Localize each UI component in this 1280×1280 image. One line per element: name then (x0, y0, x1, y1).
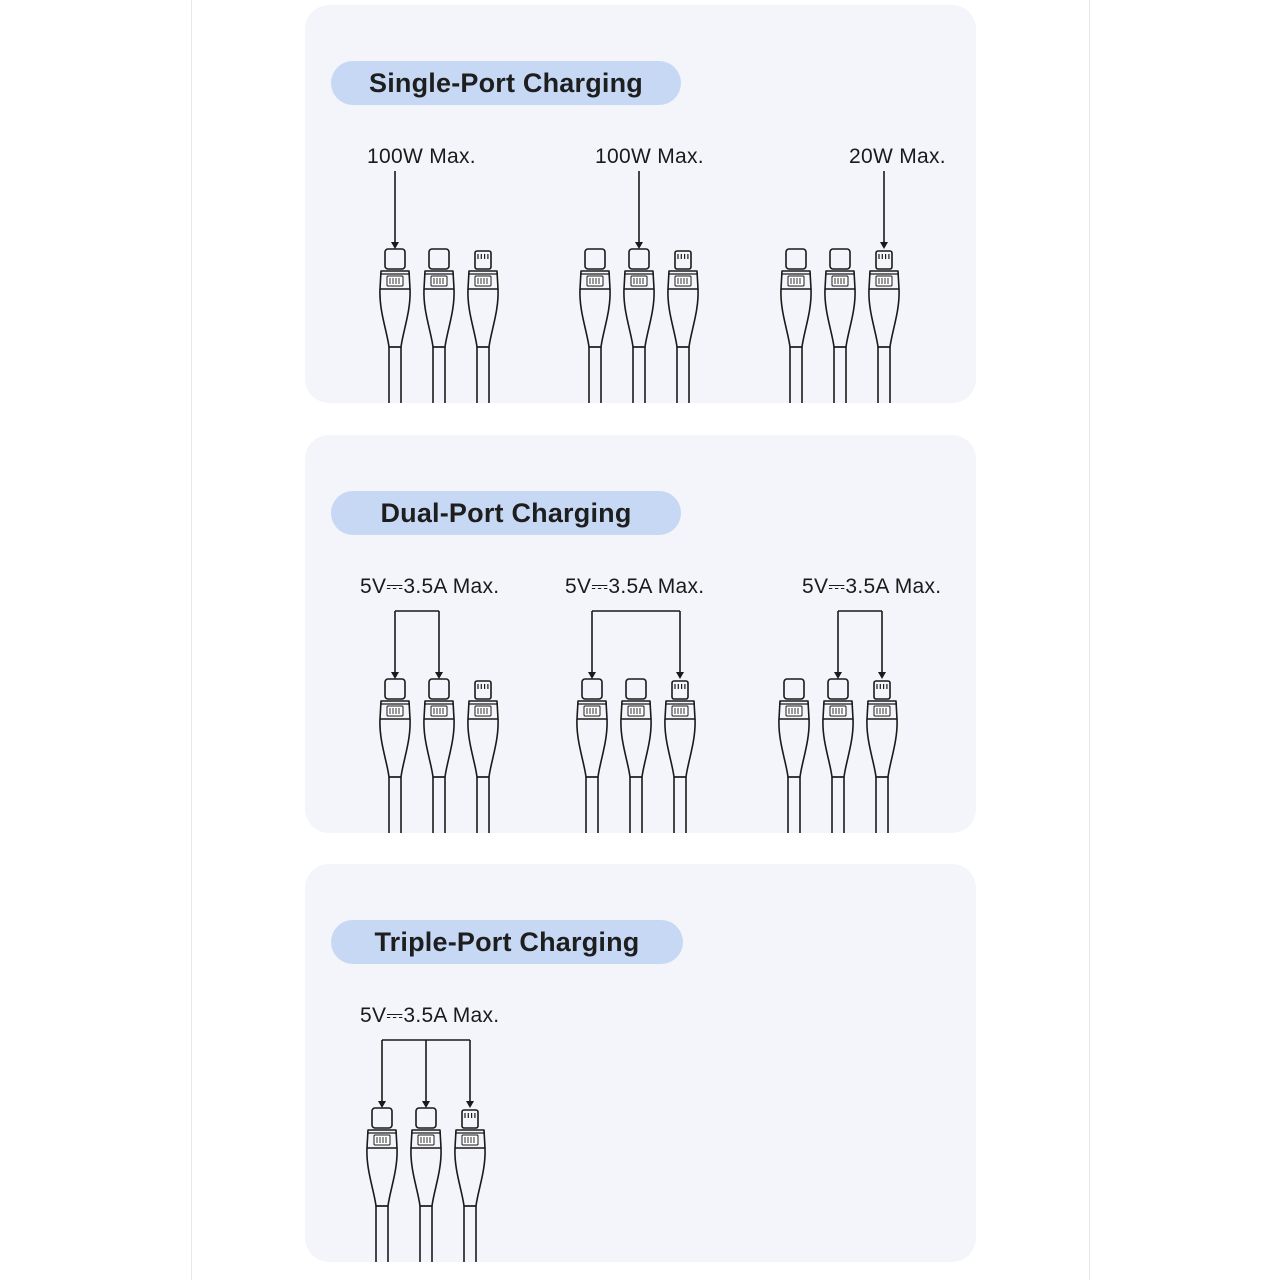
section-title: Dual-Port Charging (380, 497, 632, 528)
usb-c-plug (416, 1108, 436, 1128)
usb-c-plug (385, 249, 405, 269)
lightning-plug (475, 251, 491, 269)
rating-badge (387, 706, 403, 716)
usb-c-plug (626, 679, 646, 699)
usb-c-cable (781, 249, 811, 403)
strain-relief (779, 719, 809, 777)
strain-relief (468, 289, 498, 347)
indicator-arrowhead (422, 1101, 430, 1108)
single-port-panel (305, 5, 976, 403)
rating-badge (830, 706, 846, 716)
strain-relief (468, 719, 498, 777)
section-title: Triple-Port Charging (374, 926, 640, 957)
usb-c-cable (380, 679, 410, 833)
rating-badge (628, 706, 644, 716)
usb-c-cable (411, 1108, 441, 1262)
strain-relief (367, 1148, 397, 1206)
lightning-cable (869, 251, 899, 403)
rating-badge (672, 706, 688, 716)
strain-relief (668, 289, 698, 347)
strain-relief (411, 1148, 441, 1206)
left-frame-line (191, 0, 192, 1280)
rating-badge (418, 1135, 434, 1145)
usb-c-cable (577, 679, 607, 833)
rating-badge (786, 706, 802, 716)
lightning-plug (876, 251, 892, 269)
usb-c-cable (779, 679, 809, 833)
usb-c-cable (621, 679, 651, 833)
usb-c-plug (828, 679, 848, 699)
indicator-arrowhead (635, 242, 643, 249)
rating-badge (587, 276, 603, 286)
strain-relief (380, 719, 410, 777)
indicator-arrowhead (378, 1101, 386, 1108)
indicator-arrowhead (834, 672, 842, 679)
lightning-cable (455, 1110, 485, 1262)
right-frame-line (1089, 0, 1090, 1280)
strain-relief (867, 719, 897, 777)
strain-relief (424, 289, 454, 347)
triple-port-panel (305, 864, 976, 1262)
lightning-cable (468, 251, 498, 403)
lightning-cable (665, 681, 695, 833)
indicator-arrowhead (676, 672, 684, 679)
rating-badge (874, 706, 890, 716)
lightning-plug (675, 251, 691, 269)
usb-c-cable (624, 249, 654, 403)
group-power-label: 5V⎓3.5A Max. (360, 575, 500, 598)
strain-relief (624, 289, 654, 347)
rating-badge (675, 276, 691, 286)
indicator-arrowhead (880, 242, 888, 249)
usb-c-plug (429, 249, 449, 269)
cable-illustration (305, 5, 976, 403)
rating-badge (431, 276, 447, 286)
strain-relief (665, 719, 695, 777)
cable-illustration (305, 435, 976, 833)
indicator-arrowhead (878, 672, 886, 679)
usb-c-cable (424, 249, 454, 403)
indicator-arrowhead (588, 672, 596, 679)
section-title: Single-Port Charging (369, 67, 643, 98)
rating-badge (387, 276, 403, 286)
usb-c-plug (786, 249, 806, 269)
rating-badge (374, 1135, 390, 1145)
rating-badge (788, 276, 804, 286)
usb-c-plug (830, 249, 850, 269)
strain-relief (577, 719, 607, 777)
lightning-cable (668, 251, 698, 403)
lightning-plug (475, 681, 491, 699)
group-power-label: 100W Max. (595, 145, 704, 168)
strain-relief (781, 289, 811, 347)
rating-badge (631, 276, 647, 286)
group-power-label: 5V⎓3.5A Max. (802, 575, 942, 598)
usb-c-plug (429, 679, 449, 699)
rating-badge (832, 276, 848, 286)
usb-c-cable (825, 249, 855, 403)
rating-badge (475, 276, 491, 286)
cable-illustration (305, 864, 976, 1262)
group-power-label: 5V⎓3.5A Max. (360, 1004, 500, 1027)
rating-badge (475, 706, 491, 716)
strain-relief (455, 1148, 485, 1206)
usb-c-plug (582, 679, 602, 699)
strain-relief (825, 289, 855, 347)
strain-relief (424, 719, 454, 777)
lightning-plug (874, 681, 890, 699)
strain-relief (869, 289, 899, 347)
indicator-arrowhead (435, 672, 443, 679)
rating-badge (431, 706, 447, 716)
indicator-arrowhead (391, 672, 399, 679)
usb-c-cable (580, 249, 610, 403)
usb-c-plug (629, 249, 649, 269)
usb-c-cable (367, 1108, 397, 1262)
group-power-label: 5V⎓3.5A Max. (565, 575, 705, 598)
group-power-label: 20W Max. (849, 145, 946, 168)
lightning-cable (468, 681, 498, 833)
indicator-arrowhead (391, 242, 399, 249)
usb-c-cable (424, 679, 454, 833)
usb-c-plug (784, 679, 804, 699)
rating-badge (462, 1135, 478, 1145)
strain-relief (823, 719, 853, 777)
strain-relief (580, 289, 610, 347)
usb-c-cable (823, 679, 853, 833)
usb-c-plug (372, 1108, 392, 1128)
lightning-plug (672, 681, 688, 699)
lightning-cable (867, 681, 897, 833)
dual-port-panel (305, 435, 976, 833)
lightning-plug (462, 1110, 478, 1128)
rating-badge (584, 706, 600, 716)
usb-c-plug (385, 679, 405, 699)
strain-relief (621, 719, 651, 777)
usb-c-plug (585, 249, 605, 269)
rating-badge (876, 276, 892, 286)
strain-relief (380, 289, 410, 347)
usb-c-cable (380, 249, 410, 403)
indicator-arrowhead (466, 1101, 474, 1108)
group-power-label: 100W Max. (367, 145, 476, 168)
